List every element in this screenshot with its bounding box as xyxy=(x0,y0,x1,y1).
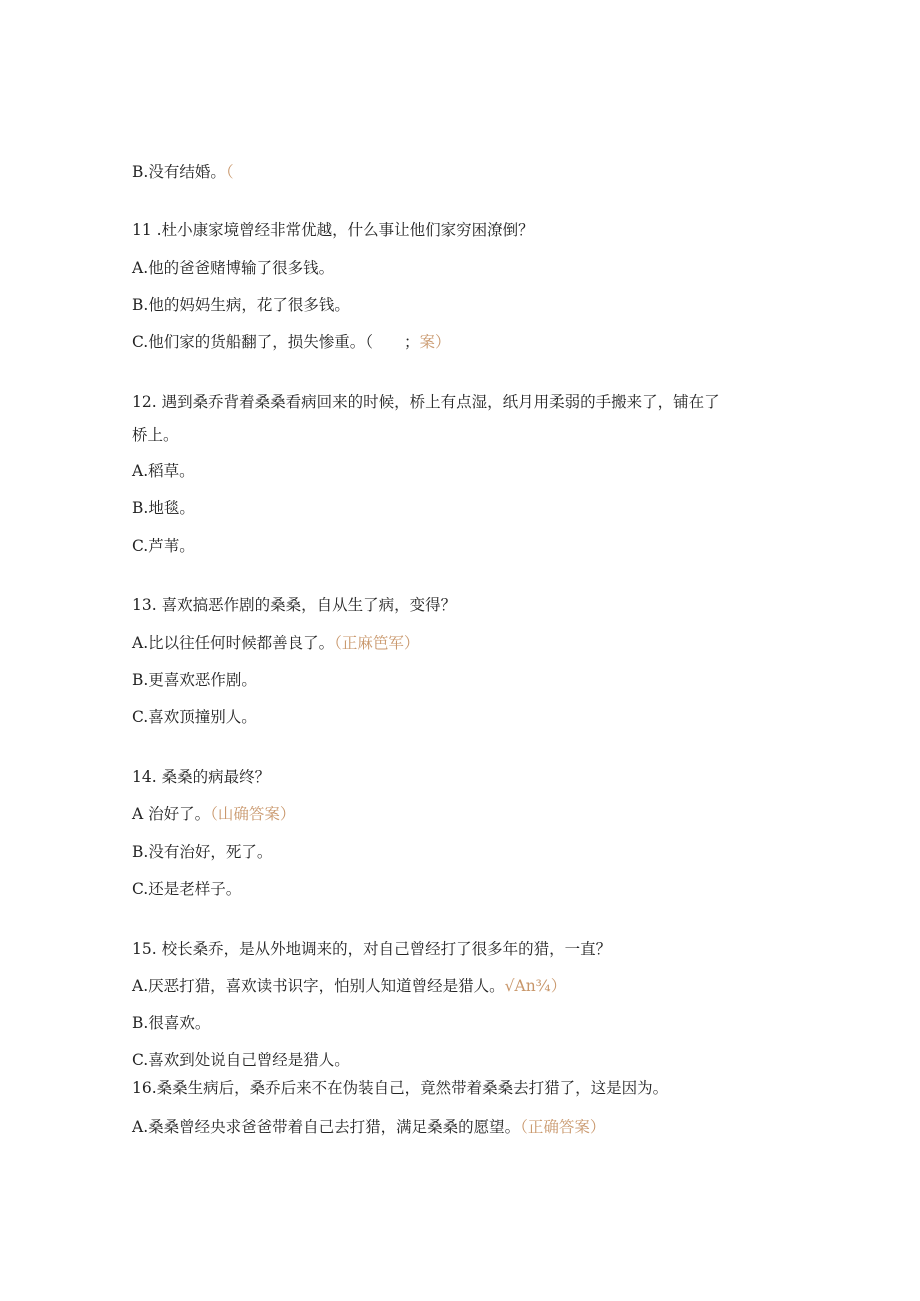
question-15: 15. 校长桑乔，是从外地调来的，对自己曾经打了很多年的猎，一直？ xyxy=(132,940,612,958)
option-13b: B.更喜欢恶作剧。 xyxy=(132,671,257,689)
answer-note: （山确答案） xyxy=(210,805,296,823)
question-14: 14. 桑桑的病最终？ xyxy=(132,768,271,786)
option-14a: A 治好了。（山确答案） xyxy=(132,805,296,823)
option-11c: C.他们家的货船翻了，损失惨重。（ ；案） xyxy=(132,333,451,351)
option-12a: A.稻草。 xyxy=(132,462,195,480)
answer-note: 案） xyxy=(419,333,451,351)
option-11a: A.他的爸爸赌博输了很多钱。 xyxy=(132,259,335,277)
option-16a: A.桑桑曾经央求爸爸带着自己去打猎，满足桑桑的愿望。（正确答案） xyxy=(132,1118,606,1136)
question-16: 16.桑桑生病后，桑乔后来不在伪装自己，竟然带着桑桑去打猎了，这是因为。 xyxy=(132,1079,669,1097)
question-11: 11 .杜小康家境曾经非常优越，什么事让他们家穷困潦倒？ xyxy=(132,221,534,239)
answer-note: √An¾） xyxy=(504,977,567,995)
answer-note: （ xyxy=(225,163,234,181)
option-14c: C.还是老样子。 xyxy=(132,880,242,898)
answer-note: （正确答案） xyxy=(520,1118,606,1136)
answer-note: （正麻笆军） xyxy=(334,634,420,652)
option-13c: C.喜欢顶撞别人。 xyxy=(132,708,257,726)
question-12: 12. 遇到桑乔背着桑桑看病回来的时候，桥上有点湿，纸月用柔弱的手搬来了，铺在了 xyxy=(132,393,720,411)
option-12b: B.地毯。 xyxy=(132,499,195,517)
option-13a: A.比以往任何时候都善良了。（正麻笆军） xyxy=(132,634,420,652)
option-11b: B.他的妈妈生病，花了很多钱。 xyxy=(132,296,350,314)
option-14b: B.没有治好，死了。 xyxy=(132,843,273,861)
option-15a: A.厌恶打猎，喜欢读书识字，怕别人知道曾经是猎人。√An¾） xyxy=(132,977,567,995)
option-12c: C.芦苇。 xyxy=(132,537,195,555)
question-12-cont: 桥上。 xyxy=(132,426,179,444)
question-13: 13. 喜欢搞恶作剧的桑桑，自从生了病，变得？ xyxy=(132,596,457,614)
option-15b: B.很喜欢。 xyxy=(132,1014,211,1032)
option-10b: B.没有结婚。（ xyxy=(132,163,234,181)
option-15c: C.喜欢到处说自己曾经是猎人。 xyxy=(132,1051,350,1069)
